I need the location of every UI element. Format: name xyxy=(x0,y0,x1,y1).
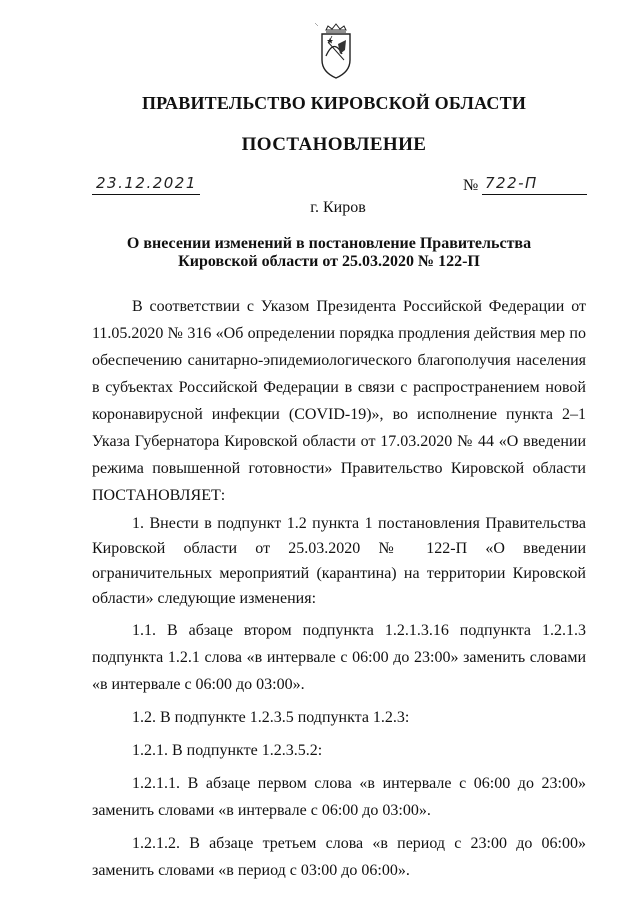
subject-line-1: О внесении изменений в постановление Правительства xyxy=(126,235,532,252)
government-name: ПРАВИТЕЛЬСТВО КИРОВСКОЙ ОБЛАСТИ xyxy=(141,93,527,113)
paragraph-item-1: 1. Внести в подпункт 1.2 пункта 1 постановления Правительства Кировской области от 25.03.2020 № 122-П «О введении ограничительных мероприятий (карантина) на территории Кировской области» следующие изменения: xyxy=(92,515,586,607)
number-sign: № xyxy=(463,177,479,194)
paragraph-item-1-2-1: 1.2.1. В подпункте 1.2.3.5.2: xyxy=(132,742,323,759)
subject-line-2: Кировской области от 25.03.2020 № 122-П xyxy=(178,253,480,270)
paragraph-item-1-1: 1.1. В абзаце втором подпункта 1.2.1.3.16 подпункта 1.2.1.3 подпункта 1.2.1 слова «в интервале с 06:00 до 23:00» заменить словами «в интервале с 06:00 до 03:00». xyxy=(92,622,586,693)
document-type: ПОСТАНОВЛЕНИЕ xyxy=(241,134,427,155)
paragraph-item-1-2-1-1: 1.2.1.1. В абзаце первом слова «в интервале с 06:00 до 23:00» заменить словами «в интервале с 06:00 до 03:00». xyxy=(92,775,586,819)
paragraph-intro: В соответствии с Указом Президента Российской Федерации от 11.05.2020 № 316 «Об определении порядка продления действия мер по обеспечению санитарно-эпидемиологического благополучия населения в субъектах Российской Федерации в связи с распространением новой коронавирусной инфекции (COVID-19)», во исполнение пункта 2–1 Указа Губернатора Кировской области от 17.03.2020 № 44 «О введении режима повышенной готовности» Правительство Кировской области ПОСТАНОВЛЯЕТ: xyxy=(92,298,586,504)
document-body xyxy=(92,293,586,884)
kirov-oblast-coat-of-arms-icon xyxy=(312,20,360,84)
paragraph-item-1-2-1-2: 1.2.1.2. В абзаце третьем слова «в период с 23:00 до 06:00» заменить словами «в период с 03:00 до 06:00». xyxy=(92,835,586,879)
city: г. Киров xyxy=(310,199,366,216)
document-date: 23.12.2021 xyxy=(96,174,197,192)
document-number: 722-П xyxy=(485,174,538,192)
document-subject xyxy=(120,235,538,271)
paragraph-item-1-2: 1.2. В подпункте 1.2.3.5 подпункта 1.2.3: xyxy=(132,709,410,726)
